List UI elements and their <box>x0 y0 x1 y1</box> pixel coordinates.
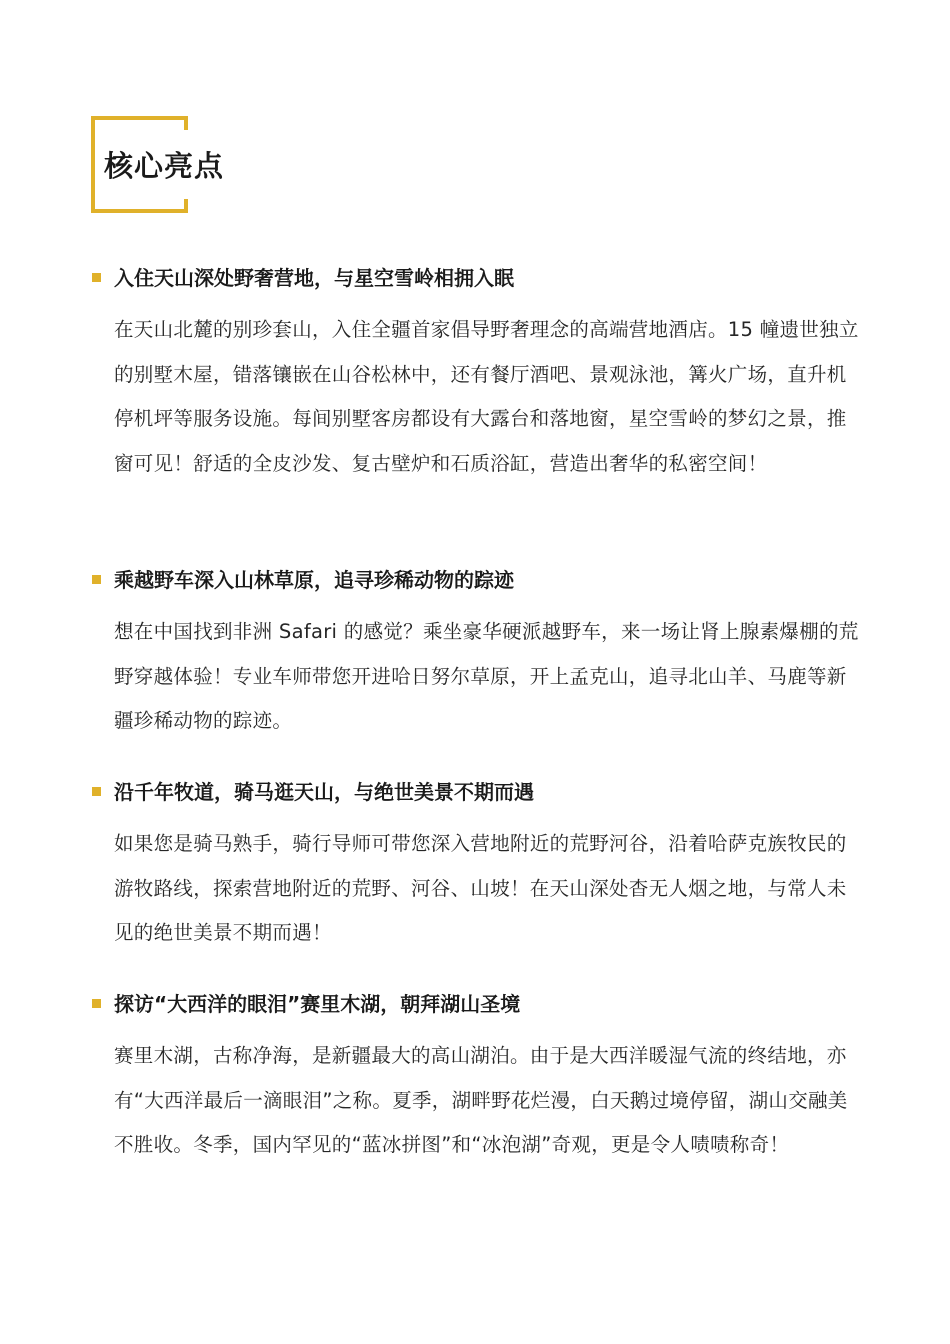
section-heading <box>92 566 872 594</box>
section-heading-text: 乘越野车深入山林草原，追寻珍稀动物的踪迹 <box>114 568 514 592</box>
section-body: 赛里木湖，古称净海，是新疆最大的高山湖泊。由于是大西洋暖湿气流的终结地，亦有“大西洋最后一滴眼泪”之称。夏季，湖畔野花烂漫，白天鹅过境停留，湖山交融美不胜收。冬季，国内罕见的“蓝冰拼图”和“冰泡湖”奇观，更是令人啧啧称奇！ <box>114 1044 848 1156</box>
section-body: 想在中国找到非洲 Safari 的感觉？乘坐豪华硬派越野车，来一场让肾上腺素爆棚的荒野穿越体验！专业车师带您开进哈日努尔草原，开上孟克山，追寻北山羊、马鹿等新疆珍稀动物的踪迹。 <box>114 620 859 732</box>
section-heading <box>92 990 872 1018</box>
section-heading <box>92 778 872 806</box>
square-bullet-icon <box>92 999 101 1008</box>
section-heading-text: 探访“大西洋的眼泪”赛里木湖，朝拜湖山圣境 <box>114 992 521 1016</box>
section-heading <box>92 264 872 292</box>
square-bullet-icon <box>92 273 101 282</box>
section-heading-text: 入住天山深处野奢营地，与星空雪岭相拥入眠 <box>114 266 514 290</box>
page-title: 核心亮点 <box>104 144 228 185</box>
highlight-section-4 <box>92 990 872 1168</box>
square-bullet-icon <box>92 787 101 796</box>
section-body: 如果您是骑马熟手，骑行导师可带您深入营地附近的荒野河谷，沿着哈萨克族牧民的游牧路线，探索营地附近的荒野、河谷、山坡！在天山深处杳无人烟之地，与常人未见的绝世美景不期而遇！ <box>114 832 847 944</box>
highlight-section-1 <box>92 264 872 486</box>
section-body: 在天山北麓的别珍套山，入住全疆首家倡导野奢理念的高端营地酒店。15 幢遗世独立的别墅木屋，错落镶嵌在山谷松林中，还有餐厅酒吧、景观泳池，篝火广场，直升机停机坪等服务设施。每间别墅客房都设有大露台和落地窗，星空雪岭的梦幻之景，推窗可见！舒适的全皮沙发、复古壁炉和石质浴缸，营造出奢华的私密空间！ <box>114 318 859 475</box>
section-heading-text: 沿千年牧道，骑马逛天山，与绝世美景不期而遇 <box>114 780 534 804</box>
highlight-section-2 <box>92 566 872 744</box>
square-bullet-icon <box>92 575 101 584</box>
highlight-section-3 <box>92 778 872 956</box>
